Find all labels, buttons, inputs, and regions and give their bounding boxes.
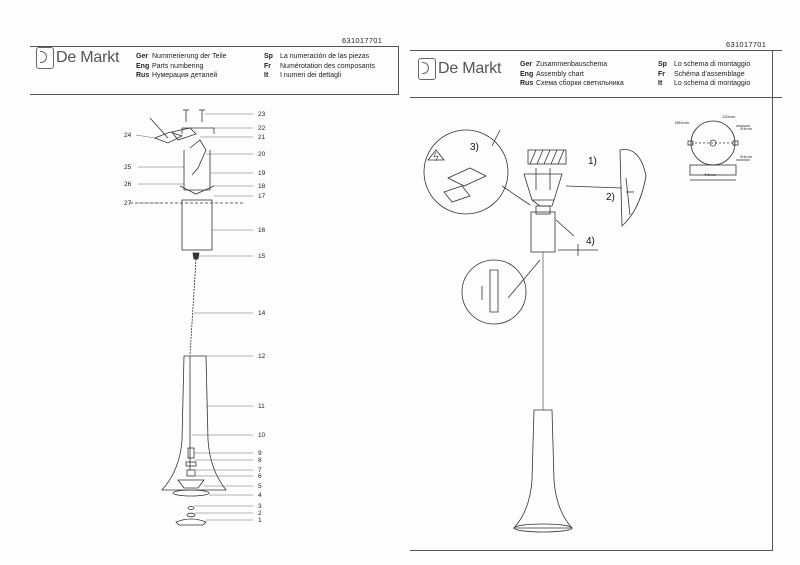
part-number-label: 23 — [258, 111, 266, 118]
part-number-label: 24 — [124, 132, 132, 139]
part-number-label: 5 — [258, 483, 262, 490]
electric-warning-icon — [428, 150, 444, 160]
part-number-label: 6 — [258, 473, 262, 480]
part-number-label: 2 — [258, 510, 262, 517]
part-number-label: 14 — [258, 310, 266, 317]
step-label: 1) — [588, 156, 597, 167]
part-number-label: 22 — [258, 125, 266, 132]
part-number-label: 15 — [258, 253, 266, 260]
legend-row: Eng Parts numbering — [136, 62, 204, 70]
part-number-label: 8 — [258, 457, 262, 464]
part-number-label: 10 — [258, 432, 266, 439]
part-number-label: 18 — [258, 183, 266, 190]
part-number-label: 9 — [258, 450, 262, 457]
part-number-label: 17 — [258, 193, 266, 200]
legend-row: It I numeri dei dettagli — [264, 72, 342, 79]
part-number-label: 27 — [124, 200, 132, 207]
legend-row: Rus Схема сборки светильника — [520, 80, 624, 87]
part-number-label: 21 — [258, 134, 266, 141]
dimension-label: 130mm — [722, 114, 736, 119]
part-number-label: 26 — [124, 181, 132, 188]
step-label: 2) — [606, 192, 615, 203]
assembly-diagram — [400, 0, 800, 565]
legend-row: Eng Assembly chart — [520, 70, 584, 78]
assembly-chart-page — [400, 0, 800, 565]
logo-text: De Markt — [438, 60, 502, 77]
part-number-label: 25 — [124, 164, 132, 171]
lamp-cylinder — [531, 212, 555, 252]
part-number-label: 12 — [258, 353, 266, 360]
legend-row: Ger Zusammenbauschema — [520, 61, 608, 68]
article-number: 631017701 — [342, 36, 383, 45]
part-number-label: 19 — [258, 170, 266, 177]
step-label: 4) — [586, 236, 595, 247]
wall-anchor-detail — [620, 150, 646, 226]
cord-connector — [536, 206, 550, 214]
part-number-label: 11 — [258, 403, 265, 410]
legend-row: Sp La numeración de las piezas — [264, 53, 370, 60]
part-number-label: 4 — [258, 492, 262, 499]
dimension-label: Φ6mm — [704, 172, 717, 177]
part-number-label: 1 — [258, 517, 262, 524]
logo-text: De Markt — [56, 49, 120, 66]
step-label: 3) — [470, 142, 479, 153]
part-number-label: 7 — [258, 467, 262, 474]
part-number-label: 3 — [258, 503, 262, 510]
article-number: 631017701 — [726, 40, 767, 49]
lamp-shade — [514, 410, 572, 528]
part-number-label: 16 — [258, 227, 266, 234]
legend-row: Fr Schéma d'assemblage — [658, 70, 745, 78]
dimension-label: Φ4mm — [740, 126, 753, 131]
terminal-block — [448, 168, 486, 186]
dimension-label: Ø80mm — [675, 120, 690, 125]
canopy — [524, 174, 562, 200]
legend-row: It Lo schema di montaggio — [658, 80, 751, 87]
dimension-label: Φ4mm — [740, 154, 753, 159]
legend-row: Fr Numérotation des composants — [264, 62, 375, 70]
part-number-label: 20 — [258, 151, 266, 158]
legend-row: Rus Нумерация деталей — [136, 72, 218, 79]
legend-row: Ger Nummerierung der Teile — [136, 53, 227, 60]
legend-row: Sp Lo schema di montaggio — [658, 61, 751, 68]
terminal-detail-callout — [424, 130, 508, 214]
